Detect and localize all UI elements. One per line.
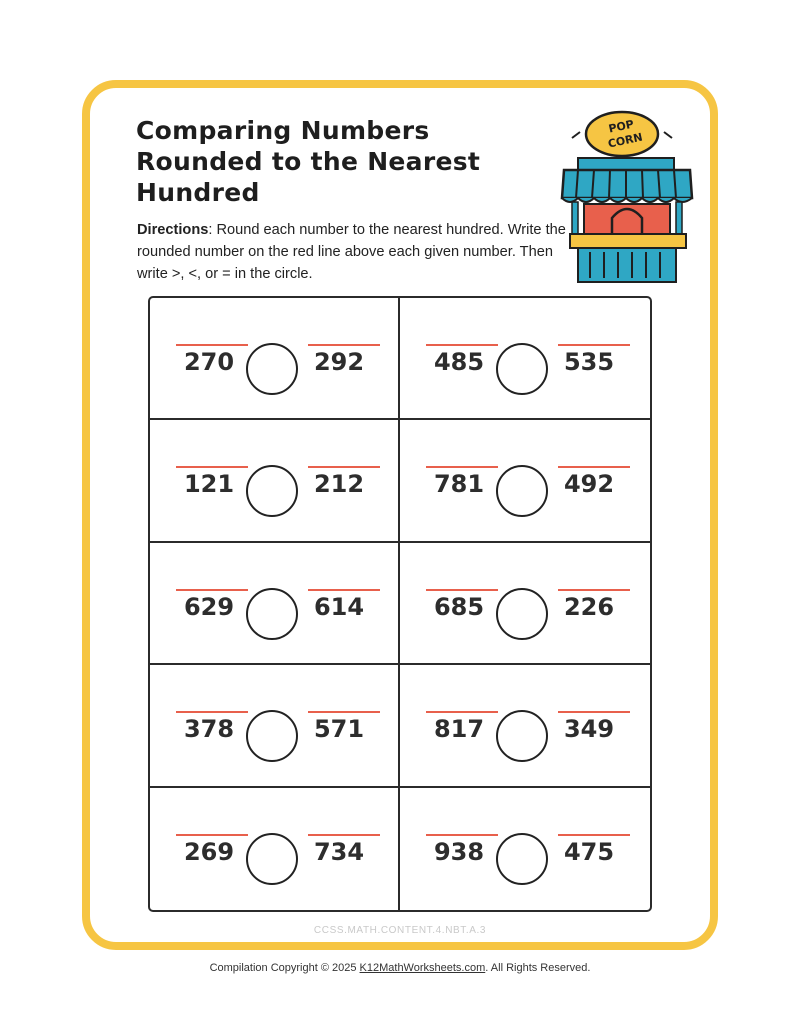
answer-line-right[interactable] bbox=[558, 834, 630, 836]
number-left: 685 bbox=[433, 592, 485, 621]
problem-cell bbox=[150, 543, 400, 665]
answer-line-left[interactable] bbox=[176, 466, 248, 468]
directions bbox=[137, 219, 577, 285]
number-left: 938 bbox=[433, 837, 485, 866]
answer-line-left[interactable] bbox=[426, 834, 498, 836]
answer-line-right[interactable] bbox=[308, 344, 380, 346]
answer-line-left[interactable] bbox=[176, 834, 248, 836]
problem-cell bbox=[150, 665, 400, 787]
comparison-circle[interactable] bbox=[496, 833, 548, 885]
number-left: 378 bbox=[183, 715, 235, 744]
problem-cell bbox=[150, 788, 400, 910]
directions-text: : Round each number to the nearest hundred. Write the rounded number on the red line above each given number. Then write >, <, or = in the circle. bbox=[137, 222, 566, 282]
answer-line-right[interactable] bbox=[558, 589, 630, 591]
copyright bbox=[0, 962, 800, 974]
number-left: 781 bbox=[433, 470, 485, 499]
answer-line-left[interactable] bbox=[426, 711, 498, 713]
answer-line-right[interactable] bbox=[308, 834, 380, 836]
number-right: 535 bbox=[563, 348, 615, 376]
number-left: 485 bbox=[433, 348, 485, 376]
number-right: 475 bbox=[563, 837, 615, 866]
answer-line-left[interactable] bbox=[176, 344, 248, 346]
popcorn-sign-line2: CORN bbox=[606, 130, 644, 151]
answer-line-right[interactable] bbox=[558, 344, 630, 346]
problem-cell bbox=[400, 543, 650, 665]
popcorn-sign-line1: POP bbox=[607, 117, 636, 136]
answer-line-right[interactable] bbox=[308, 589, 380, 591]
number-left: 629 bbox=[183, 592, 235, 621]
number-right: 614 bbox=[313, 592, 365, 621]
number-right: 734 bbox=[313, 837, 365, 866]
number-right: 349 bbox=[563, 715, 615, 744]
comparison-circle[interactable] bbox=[246, 833, 298, 885]
standard-code: CCSS.MATH.CONTENT.4.NBT.A.3 bbox=[313, 925, 487, 936]
answer-line-right[interactable] bbox=[308, 711, 380, 713]
comparison-circle[interactable] bbox=[246, 465, 298, 517]
copyright-suffix: . All Rights Reserved. bbox=[485, 962, 591, 974]
comparison-circle[interactable] bbox=[496, 465, 548, 517]
number-left: 270 bbox=[183, 348, 235, 376]
worksheet-title: Comparing Numbers Rounded to the Nearest Hundred bbox=[136, 116, 481, 207]
answer-line-right[interactable] bbox=[558, 711, 630, 713]
number-right: 226 bbox=[563, 592, 615, 621]
number-left: 269 bbox=[183, 837, 235, 866]
number-right: 492 bbox=[563, 470, 615, 499]
number-right: 571 bbox=[313, 715, 365, 744]
problem-grid bbox=[148, 296, 652, 912]
answer-line-right[interactable] bbox=[308, 466, 380, 468]
copyright-link[interactable]: K12MathWorksheets.com bbox=[359, 962, 486, 974]
comparison-circle[interactable] bbox=[246, 710, 298, 762]
comparison-circle[interactable] bbox=[496, 343, 548, 395]
comparison-circle[interactable] bbox=[496, 588, 548, 640]
answer-line-left[interactable] bbox=[176, 589, 248, 591]
number-left: 817 bbox=[433, 715, 485, 744]
problem-cell bbox=[400, 665, 650, 787]
number-right: 212 bbox=[313, 470, 365, 499]
problem-cell bbox=[150, 420, 400, 542]
comparison-circle[interactable] bbox=[496, 710, 548, 762]
problem-cell bbox=[400, 420, 650, 542]
answer-line-left[interactable] bbox=[426, 589, 498, 591]
problem-cell bbox=[400, 788, 650, 910]
problem-cell bbox=[150, 298, 400, 420]
popcorn-stand-icon bbox=[556, 106, 698, 288]
answer-line-left[interactable] bbox=[426, 466, 498, 468]
answer-line-left[interactable] bbox=[176, 711, 248, 713]
copyright-prefix: Compilation Copyright © 2025 bbox=[209, 962, 360, 974]
comparison-circle[interactable] bbox=[246, 588, 298, 640]
number-right: 292 bbox=[313, 348, 365, 376]
answer-line-left[interactable] bbox=[426, 344, 498, 346]
answer-line-right[interactable] bbox=[558, 466, 630, 468]
problem-cell bbox=[400, 298, 650, 420]
comparison-circle[interactable] bbox=[246, 343, 298, 395]
directions-label: Directions bbox=[137, 222, 209, 238]
number-left: 121 bbox=[183, 470, 235, 499]
